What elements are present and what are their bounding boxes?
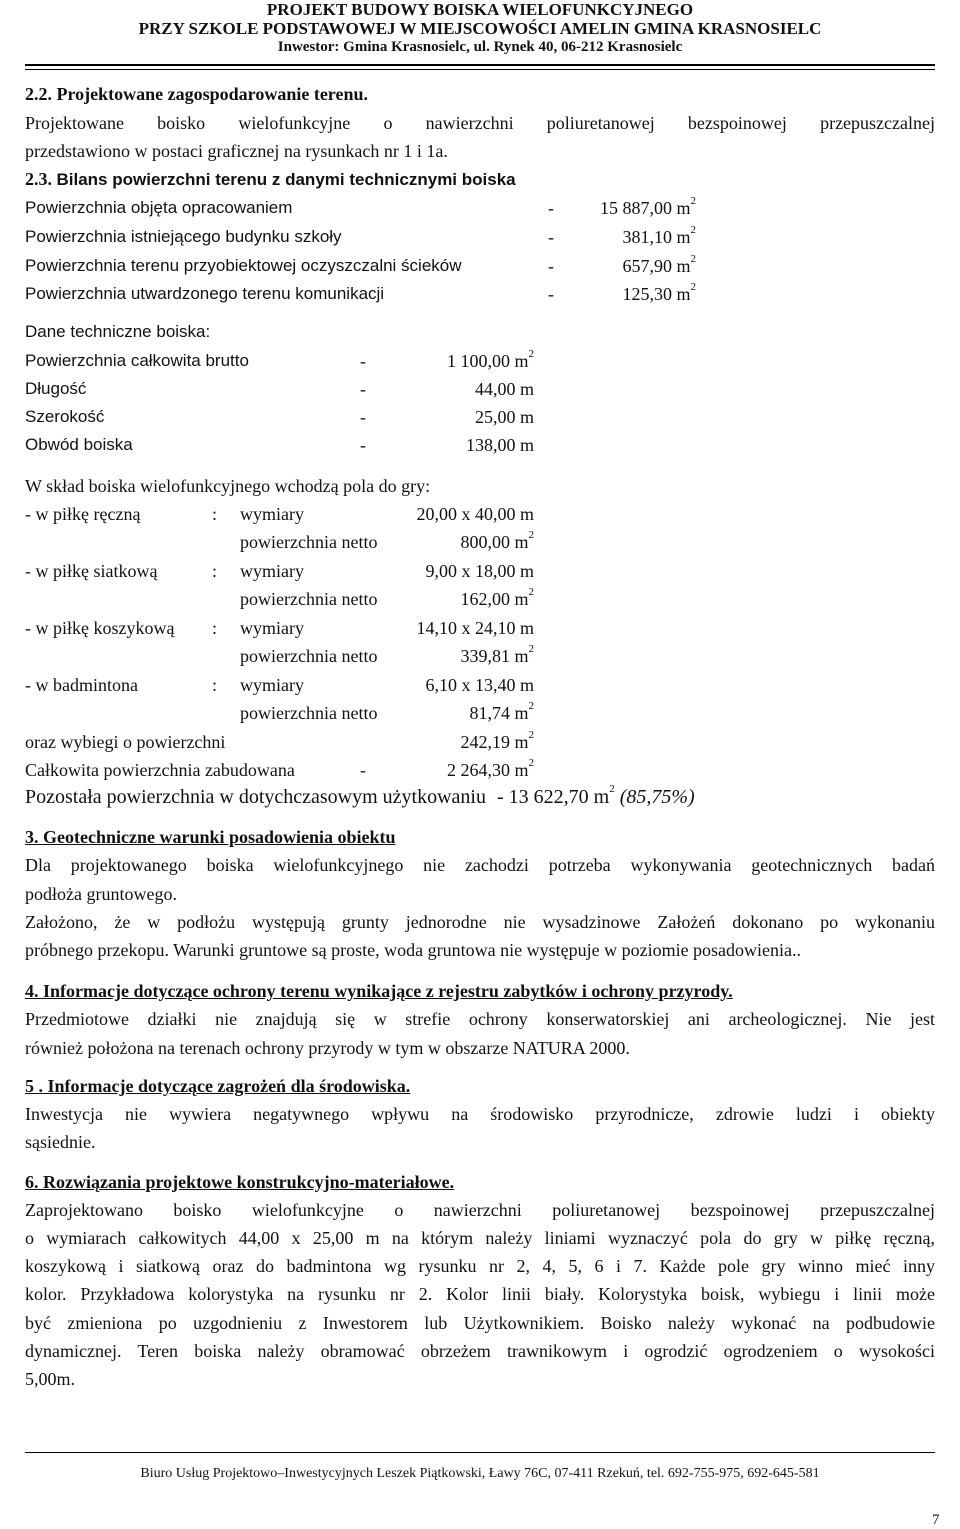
tech-row-label: Szerokość xyxy=(25,407,105,426)
balance-row-label: Powierzchnia utwardzonego terenu komunikacji xyxy=(25,284,385,303)
remaining-area-label: Pozostała powierzchnia w dotychczasowym użytkowaniu xyxy=(25,786,486,808)
field-name: - w piłkę siatkową xyxy=(25,561,158,581)
field-colon: : xyxy=(212,561,218,581)
tech-row-dash: - xyxy=(360,407,366,427)
balance-row-label: Powierzchnia istniejącego budynku szkoły xyxy=(25,227,342,246)
runout-label: oraz wybiegi o powierzchni xyxy=(25,732,226,752)
tech-row-value: 25,00 m xyxy=(474,407,534,427)
section-3-line3: Założono, że w podłożu występują grunty jednorodne nie wysadzinowe Założeń dokonano po wykonaniu xyxy=(25,912,935,932)
tech-row-label: Długość xyxy=(25,379,87,398)
field-area-value: 339,81 $m^2$ xyxy=(460,643,534,666)
section-6-line1: Zaprojektowano boisko wielofunkcyjne o nawierzchni poliuretanowej bezspoinowej przepuszczalnej xyxy=(25,1200,935,1220)
header-line2: PRZY SZKOLE PODSTAWOWEJ W MIEJSCOWOŚCI AMELIN GMINA KRASNOSIELC xyxy=(138,19,822,38)
section-6-line7: 5,00m. xyxy=(25,1369,76,1389)
section-5-title: 5 . Informacje dotyczące zagrożeń dla środowiska. xyxy=(25,1076,411,1096)
section-6-line5: być zmieniona po uzgodnieniu z Inwestorem lub Użytkownikiem. Boisko należy wykonać na podbudowie xyxy=(25,1313,935,1333)
section-4-line1: Przedmiotowe działki nie znajdują się w strefie ochrony konserwatorskiej ani archeologicznej. Nie jest xyxy=(25,1009,935,1029)
section-4-line2: również położona na terenach ochrony przyrody w tym w obszarze NATURA 2000. xyxy=(25,1038,630,1058)
section-3-title: 3. Geotechniczne warunki posadowienia obiektu xyxy=(25,827,396,847)
footer-text: Biuro Usług Projektowo–Inwestycyjnych Leszek Piątkowski, Ławy 76C, 07-411 Rzekuń, tel. 692-755-975, 692-645-581 xyxy=(140,1466,820,1481)
header-line3: Inwestor: Gmina Krasnosielc, ul. Rynek 40, 06-212 Krasnosielc xyxy=(277,39,683,55)
field-area-value: 81,74 $m^2$ xyxy=(469,700,534,723)
section-4-title: 4. Informacje dotyczące ochrony terenu wynikające z rejestru zabytków i ochrony przyrody. xyxy=(25,981,733,1001)
section-2-3-title xyxy=(25,169,516,190)
section-2-3-number: 2.3. xyxy=(25,169,52,189)
field-dim-label: wymiary xyxy=(240,675,304,695)
section-2-2-line1: Projektowane boisko wielofunkcyjne o nawierzchni poliuretanowej bezspoinowej przepuszczalnej xyxy=(25,113,935,133)
section-6-line3: koszykową i siatkową oraz do badmintona wg rysunku nr 2, 4, 5, 6 i 7. Każde pole gry winno mieć inny xyxy=(25,1256,935,1276)
field-area-label: powierzchnia netto xyxy=(240,646,378,666)
section-3-line1: Dla projektowanego boiska wielofunkcyjnego nie zachodzi potrzeba wykonywania geotechnicznych badań xyxy=(25,855,935,875)
tech-row-label: Obwód boiska xyxy=(25,435,133,454)
section-5-line2: sąsiednie. xyxy=(25,1132,96,1152)
header-rule-thin xyxy=(25,69,935,70)
balance-row-dash: - xyxy=(548,284,554,304)
field-area-label: powierzchnia netto xyxy=(240,589,378,609)
field-colon: : xyxy=(212,675,218,695)
tech-row-value: 1 100,00 $m^2$ xyxy=(446,348,534,371)
section-6-line4: kolor. Przykładowa kolorystyka na rysunku nr 2. Kolor linii biały. Kolorystyka boisk, wybiegu i linii może xyxy=(25,1284,935,1304)
field-dim-value: 14,10 x 24,10 m xyxy=(416,618,534,638)
built-area-label: Całkowita powierzchnia zabudowana xyxy=(25,760,295,780)
remaining-area-row: Pozostała powierzchnia w dotychczasowym użytkowaniu - 13 622,70 $m^2$ (85,75%) xyxy=(25,783,695,808)
field-colon: : xyxy=(212,618,218,638)
built-area-value: 2 264,30 $m^2$ xyxy=(446,757,534,780)
balance-row-value: 15 887,00 $m^2$ xyxy=(599,195,696,218)
section-6-line2: o wymiarach całkowitych 44,00 x 25,00 m na którym należy liniami wyznaczyć pola do gry w piłkę ręczną, xyxy=(25,1228,935,1248)
section-2-2-line2: przedstawiono w postaci graficznej na rysunkach nr 1 i 1a. xyxy=(25,141,448,161)
balance-row-dash: - xyxy=(548,227,554,247)
section-3-line4: próbnego przekopu. Warunki gruntowe są proste, woda gruntowa nie występuje w poziomie posadowienia.. xyxy=(25,940,802,960)
tech-row-value: 44,00 m xyxy=(474,379,534,399)
section-3-line2: podłoża gruntowego. xyxy=(25,884,177,904)
built-area-dash: - xyxy=(360,760,366,780)
field-dim-value: 9,00 x 18,00 m xyxy=(425,561,534,581)
field-area-label: powierzchnia netto xyxy=(240,532,378,552)
field-dim-value: 6,10 x 13,40 m xyxy=(425,675,534,695)
field-area-value: 162,00 $m^2$ xyxy=(460,586,534,609)
section-2-2-title: 2.2. Projektowane zagospodarowanie terenu. xyxy=(25,84,368,104)
section-6-title: 6. Rozwiązania projektowe konstrukcyjno-materiałowe. xyxy=(25,1172,455,1192)
field-name: - w badmintona xyxy=(25,675,138,695)
balance-row-value: 381,10 $m^2$ xyxy=(622,224,696,247)
balance-row-label: Powierzchnia objęta opracowaniem xyxy=(25,198,293,217)
runout-value: 242,19 $m^2$ xyxy=(460,729,534,752)
balance-row-dash: - xyxy=(548,256,554,276)
field-colon: : xyxy=(212,504,218,524)
balance-row-value: 657,90 $m^2$ xyxy=(622,253,696,276)
fields-intro: W skład boiska wielofunkcyjnego wchodzą pola do gry: xyxy=(25,476,431,496)
field-area-value: 800,00 $m^2$ xyxy=(460,529,534,552)
field-area-label: powierzchnia netto xyxy=(240,703,378,723)
header-rule-thick xyxy=(25,64,935,66)
field-dim-label: wymiary xyxy=(240,561,304,581)
balance-row-value: 125,30 $m^2$ xyxy=(622,281,696,304)
balance-row-dash: - xyxy=(548,198,554,218)
tech-row-dash: - xyxy=(360,351,366,371)
tech-row-dash: - xyxy=(360,379,366,399)
tech-row-label: Powierzchnia całkowita brutto xyxy=(25,351,249,370)
field-name: - w piłkę koszykową xyxy=(25,618,175,638)
field-dim-label: wymiary xyxy=(240,618,304,638)
tech-row-value: 138,00 m xyxy=(465,435,534,455)
field-dim-label: wymiary xyxy=(240,504,304,524)
page-number: 7 xyxy=(932,1512,940,1528)
remaining-area-percent: (85,75%) xyxy=(619,786,695,808)
section-6-line6: dynamicznej. Teren boiska należy obramować obrzeżem trawnikowym i ogrodzić ogrodzeniem o wysokości xyxy=(25,1341,935,1361)
field-dim-value: 20,00 x 40,00 m xyxy=(416,504,534,524)
section-5-line1: Inwestycja nie wywiera negatywnego wpływu na środowisko przyrodnicze, zdrowie ludzi i obiekty xyxy=(25,1104,935,1124)
tech-data-title: Dane techniczne boiska: xyxy=(25,322,211,341)
header-line1: PROJEKT BUDOWY BOISKA WIELOFUNKCYJNEGO xyxy=(266,0,694,19)
footer-rule xyxy=(25,1452,935,1453)
section-2-3-text: Bilans powierzchni terenu z danymi technicznymi boiska xyxy=(56,170,516,189)
balance-row-label: Powierzchnia terenu przyobiektowej oczyszczalni ścieków xyxy=(25,256,462,275)
tech-row-dash: - xyxy=(360,435,366,455)
remaining-area-value: - 13 622,70 m xyxy=(496,786,610,808)
field-name: - w piłkę ręczną xyxy=(25,504,141,524)
